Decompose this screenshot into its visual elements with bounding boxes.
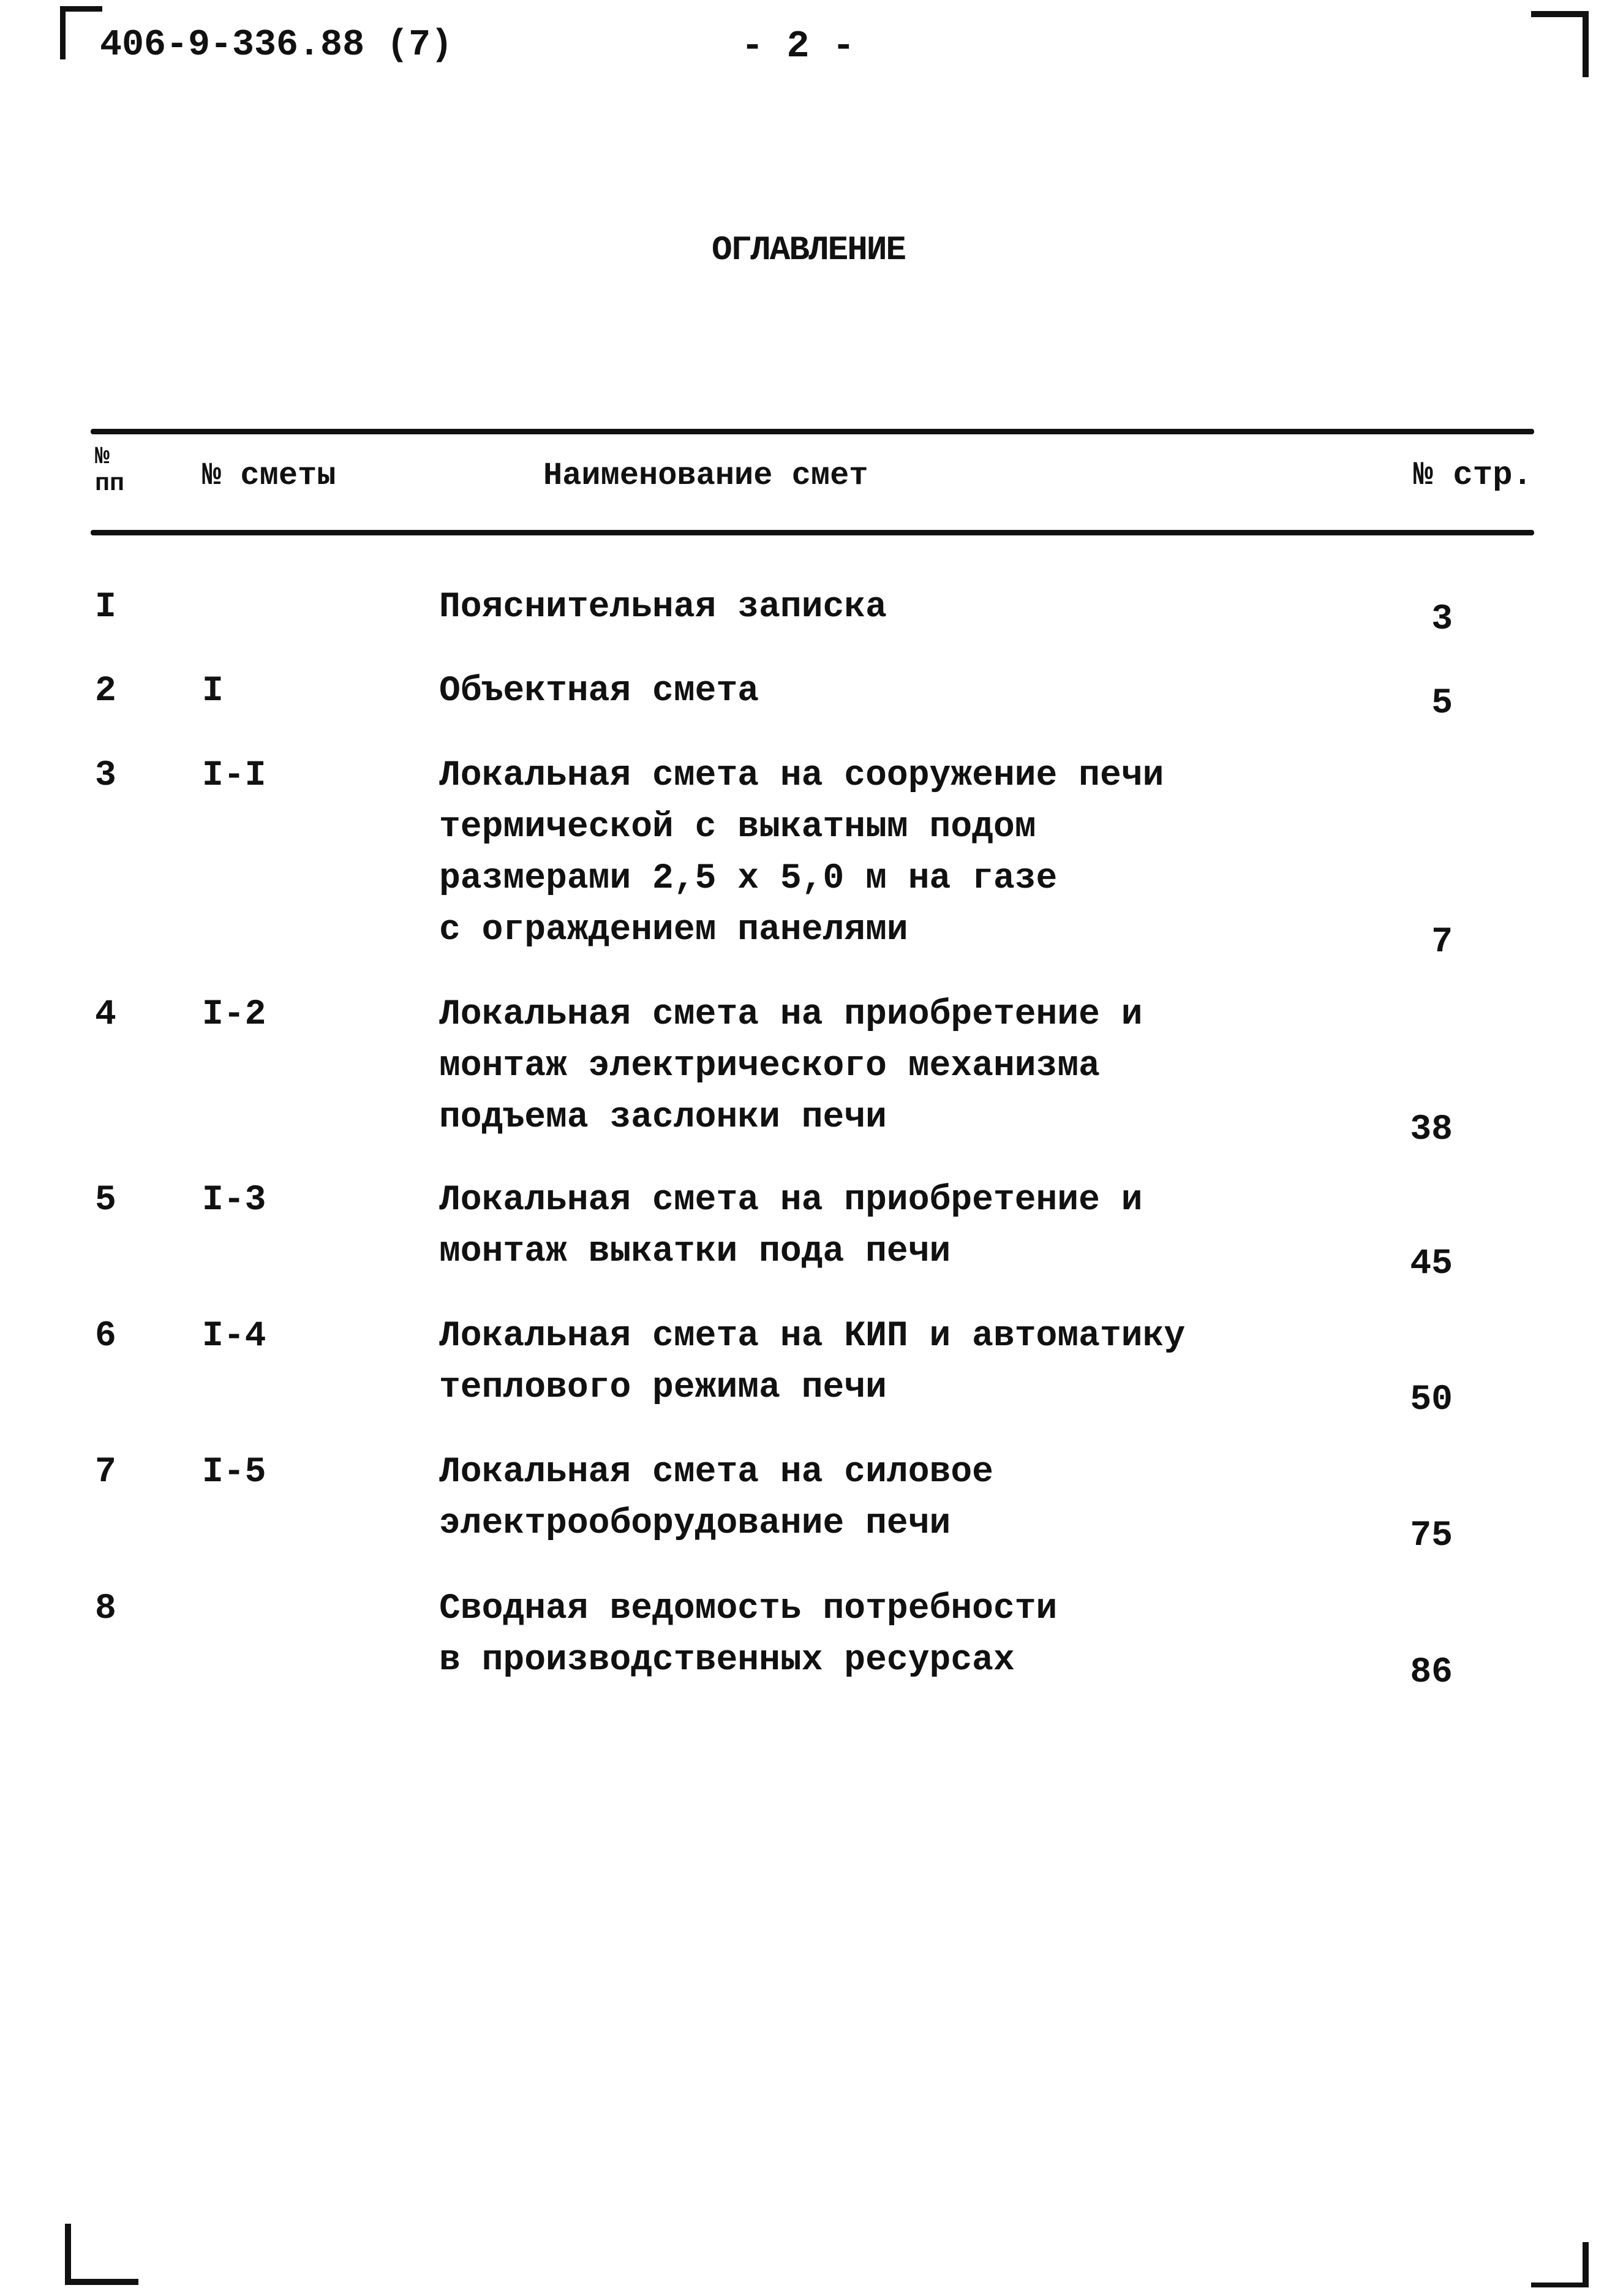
corner-mark-bottom-left — [65, 2224, 138, 2285]
smeta-number: I-5 — [202, 1452, 266, 1492]
smeta-name — [439, 1447, 993, 1550]
smeta-name — [439, 1311, 1185, 1414]
page-number: - 2 - — [740, 25, 856, 68]
page-ref: 75 — [1410, 1516, 1453, 1556]
smeta-name-line: с ограждением панелями — [439, 910, 908, 950]
smeta-name-line: электрооборудование печи — [439, 1504, 951, 1544]
page-title: ОГЛАВЛЕНИЕ — [711, 230, 906, 270]
page-ref: 38 — [1410, 1110, 1453, 1150]
table-header-rule — [91, 530, 1534, 535]
smeta-name-line: Локальная смета на КИП и автоматику — [439, 1316, 1186, 1356]
smeta-name-line: размерами 2,5 х 5,0 м на газе — [439, 859, 1058, 899]
row-number: 8 — [95, 1589, 116, 1629]
row-number: 6 — [95, 1316, 116, 1356]
row-number: 4 — [95, 995, 116, 1035]
page-ref: 7 — [1431, 923, 1453, 962]
smeta-name — [439, 582, 887, 633]
row-number: 5 — [95, 1180, 116, 1220]
smeta-name-line: Объектная смета — [439, 671, 759, 711]
smeta-name — [439, 750, 1164, 956]
smeta-name-line: монтаж выкатки пода печи — [439, 1232, 951, 1272]
header-page: № стр. — [1413, 457, 1532, 494]
smeta-name-line: Локальная смета на приобретение и — [439, 995, 1143, 1035]
page-ref: 5 — [1431, 684, 1453, 723]
page-ref: 3 — [1431, 600, 1453, 640]
smeta-name — [439, 989, 1143, 1144]
smeta-name — [439, 1584, 1057, 1686]
smeta-number: I-4 — [202, 1316, 266, 1356]
smeta-number: I-3 — [202, 1180, 266, 1220]
smeta-name — [439, 666, 759, 717]
row-number: 2 — [95, 671, 116, 711]
smeta-name-line: Пояснительная записка — [439, 587, 887, 627]
document-code: 406-9-336.88 (7) — [100, 25, 453, 66]
smeta-name — [439, 1175, 1143, 1278]
row-number: I — [95, 587, 116, 627]
smeta-name-line: Локальная смета на приобретение и — [439, 1180, 1143, 1220]
corner-mark-bottom-right — [1531, 2242, 1589, 2287]
smeta-name-line: термической с выкатным подом — [439, 807, 1036, 847]
smeta-number: I-I — [202, 756, 266, 796]
row-number: 7 — [95, 1452, 116, 1492]
smeta-name-line: монтаж электрического механизма — [439, 1046, 1100, 1086]
header-name: Наименование смет — [543, 458, 868, 494]
table-top-rule — [91, 429, 1534, 434]
page-ref: 86 — [1410, 1653, 1453, 1693]
smeta-number: I — [202, 671, 224, 711]
row-number: 3 — [95, 756, 116, 796]
smeta-name-line: Локальная смета на сооружение печи — [439, 756, 1164, 796]
page-ref: 50 — [1410, 1380, 1453, 1420]
smeta-name-line: Сводная ведомость потребности — [439, 1589, 1058, 1629]
smeta-name-line: теплового режима печи — [439, 1368, 887, 1408]
smeta-number: I-2 — [202, 995, 266, 1035]
corner-mark-top-left — [60, 6, 102, 59]
header-smeta: № сметы — [202, 458, 336, 494]
corner-mark-top-right — [1531, 11, 1589, 77]
smeta-name-line: в производственных ресурсах — [439, 1641, 1015, 1680]
page-ref: 45 — [1410, 1244, 1453, 1284]
smeta-name-line: подъема заслонки печи — [439, 1098, 887, 1138]
smeta-name-line: Локальная смета на силовое — [439, 1452, 993, 1492]
header-no: № пп — [95, 444, 125, 498]
